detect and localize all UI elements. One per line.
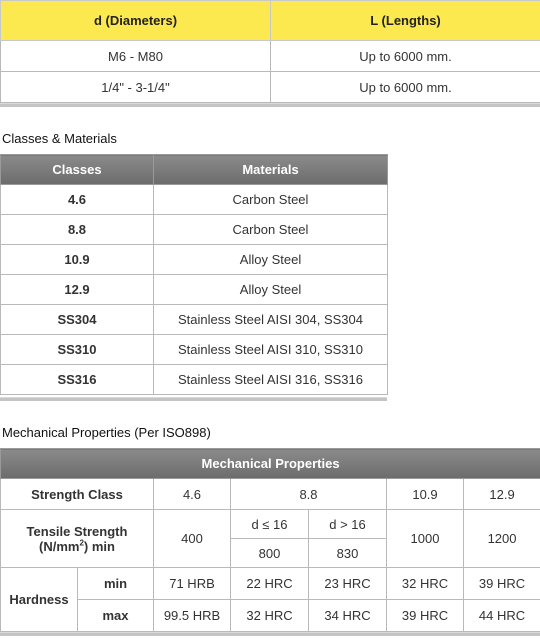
- diameter-cell: M6 - M80: [1, 41, 271, 72]
- tensile-unit-exponent: 2: [79, 538, 84, 548]
- material-cell: Carbon Steel: [154, 185, 388, 215]
- materials-header: Materials: [154, 155, 388, 185]
- hardness-min-cell: 32 HRC: [387, 568, 464, 600]
- material-cell: Alloy Steel: [154, 275, 388, 305]
- table-bottom-border: [0, 103, 540, 107]
- class-cell: SS310: [1, 335, 154, 365]
- tensile-label-line1: Tensile Strength: [26, 523, 128, 539]
- tensile-unit-text: (N/mm: [39, 538, 80, 554]
- classes-table: [0, 154, 388, 395]
- table-row: [1, 245, 388, 275]
- table-row: [1, 479, 540, 510]
- tensile-8-8-gt: 830: [309, 539, 387, 568]
- class-cell: 4.6: [1, 185, 154, 215]
- size-table: [0, 0, 540, 103]
- tensile-12-9: 1200: [464, 510, 540, 568]
- tensile-strength-label: [1, 510, 154, 568]
- table-row: [1, 510, 540, 539]
- table-row: [1, 305, 388, 335]
- lengths-header: L (Lengths): [271, 1, 540, 41]
- material-cell: Carbon Steel: [154, 215, 388, 245]
- class-8-8: 8.8: [231, 479, 387, 510]
- hardness-max-cell: 44 HRC: [464, 600, 540, 632]
- d-le-16-label: d ≤ 16: [231, 510, 309, 539]
- class-4-6: 4.6: [154, 479, 231, 510]
- material-cell: Stainless Steel AISI 304, SS304: [154, 305, 388, 335]
- hardness-min-cell: 23 HRC: [309, 568, 387, 600]
- mechanical-properties-table: [0, 448, 540, 632]
- length-cell: Up to 6000 mm.: [271, 41, 540, 72]
- table-row: [1, 275, 388, 305]
- hardness-max-cell: 34 HRC: [309, 600, 387, 632]
- class-cell: 8.8: [1, 215, 154, 245]
- hardness-label: Hardness: [1, 568, 78, 632]
- material-cell: Stainless Steel AISI 310, SS310: [154, 335, 388, 365]
- hardness-max-cell: 99.5 HRB: [154, 600, 231, 632]
- d-gt-16-label: d > 16: [309, 510, 387, 539]
- material-cell: Alloy Steel: [154, 245, 388, 275]
- table-row: [1, 568, 540, 600]
- tensile-4-6: 400: [154, 510, 231, 568]
- table-row: [1, 365, 388, 395]
- hardness-min-cell: 39 HRC: [464, 568, 540, 600]
- hardness-max-cell: 32 HRC: [231, 600, 309, 632]
- hardness-min-label: min: [78, 568, 154, 600]
- hardness-min-cell: 22 HRC: [231, 568, 309, 600]
- tensile-10-9: 1000: [387, 510, 464, 568]
- tensile-8-8-le: 800: [231, 539, 309, 568]
- table-bottom-border: [0, 632, 540, 636]
- class-cell: SS316: [1, 365, 154, 395]
- classes-section-title: Classes & Materials: [2, 131, 117, 146]
- class-cell: 10.9: [1, 245, 154, 275]
- table-bottom-border: [0, 397, 387, 401]
- diameter-cell: 1/4" - 3-1/4": [1, 72, 271, 103]
- table-row: [1, 72, 540, 103]
- mechanical-section-title: Mechanical Properties (Per ISO898): [2, 425, 211, 440]
- tensile-unit-suffix: ) min: [83, 538, 115, 554]
- class-12-9: 12.9: [464, 479, 540, 510]
- hardness-min-cell: 71 HRB: [154, 568, 231, 600]
- class-cell: 12.9: [1, 275, 154, 305]
- class-10-9: 10.9: [387, 479, 464, 510]
- hardness-max-label: max: [78, 600, 154, 632]
- mechanical-properties-header: Mechanical Properties: [1, 449, 540, 479]
- tensile-label-unit: [39, 539, 115, 554]
- strength-class-label: Strength Class: [1, 479, 154, 510]
- diameters-header: d (Diameters): [1, 1, 271, 41]
- table-row: [1, 215, 388, 245]
- material-cell: Stainless Steel AISI 316, SS316: [154, 365, 388, 395]
- hardness-max-cell: 39 HRC: [387, 600, 464, 632]
- classes-header: Classes: [1, 155, 154, 185]
- length-cell: Up to 6000 mm.: [271, 72, 540, 103]
- table-row: [1, 185, 388, 215]
- class-cell: SS304: [1, 305, 154, 335]
- table-row: [1, 600, 540, 632]
- table-row: [1, 335, 388, 365]
- table-row: [1, 41, 540, 72]
